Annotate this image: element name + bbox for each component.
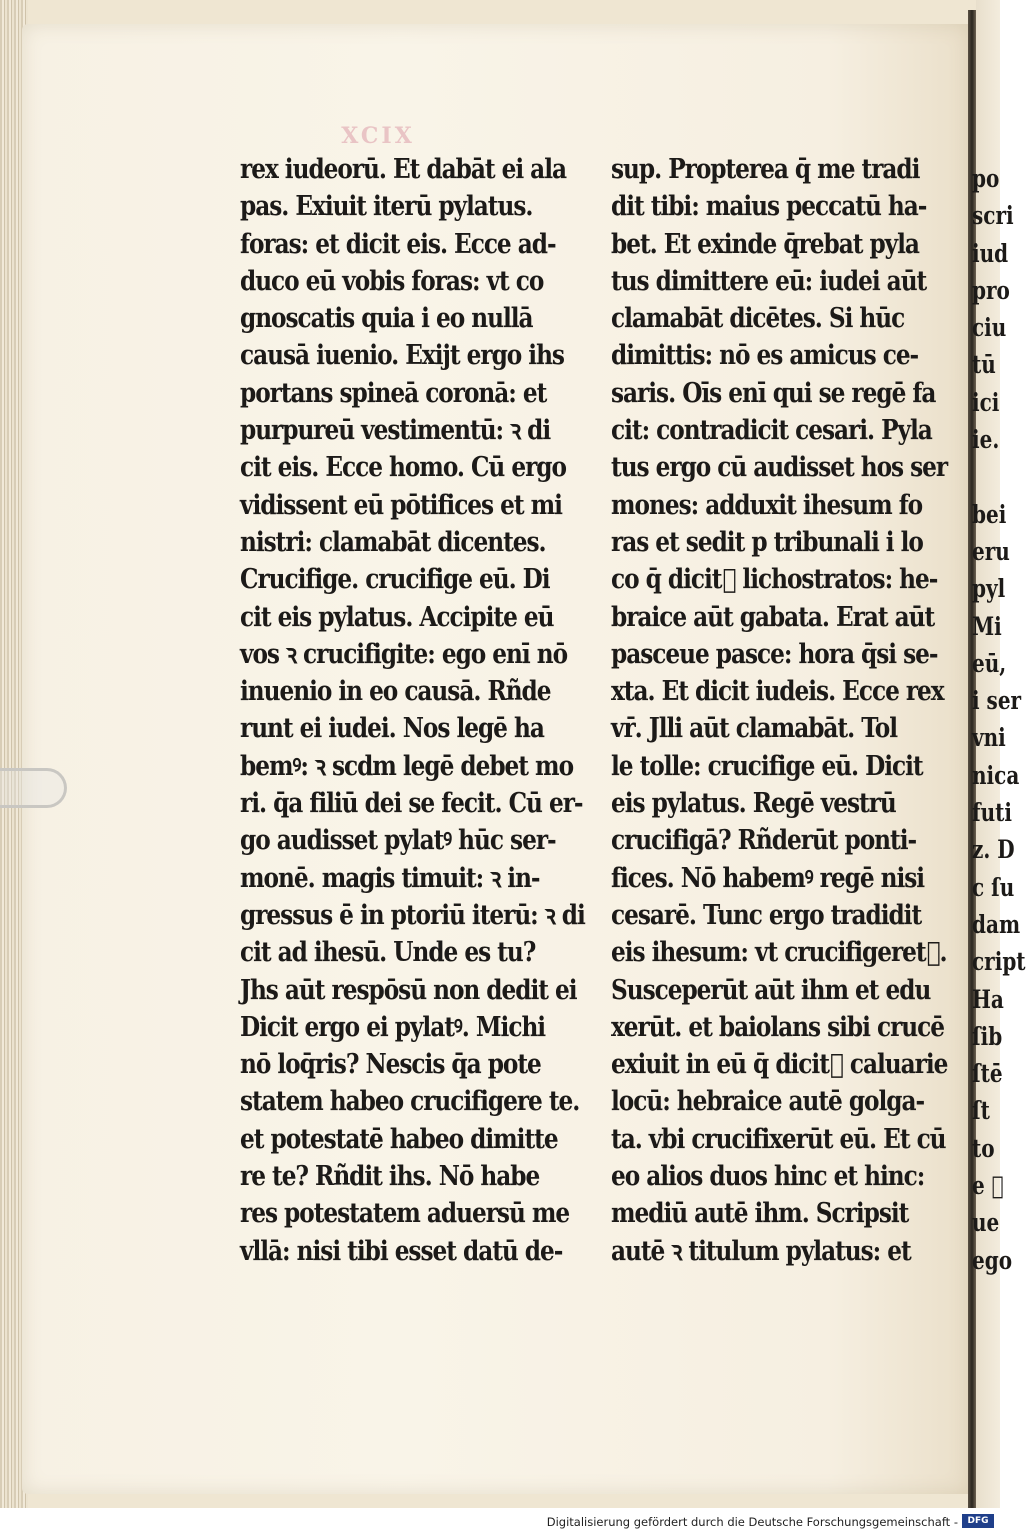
text-line: le tolle: crucifige eū. Dicit bbox=[611, 750, 923, 782]
text-line: vni bbox=[972, 723, 1006, 753]
text-line bbox=[972, 458, 1026, 495]
text-line: sup. Propterea q̄ me tradi bbox=[611, 154, 920, 185]
right-text-column bbox=[611, 151, 947, 1270]
text-line: ie. bbox=[972, 425, 1000, 455]
text-line: ras et sedit p tribunali i lo bbox=[611, 526, 923, 558]
text-line: ſib bbox=[972, 1021, 1003, 1051]
text-line: cit eis pylatus. Accipite eū bbox=[240, 601, 554, 633]
text-line: c ſu bbox=[972, 872, 1015, 902]
text-line: bet. Et exinde q̄rebat pyla bbox=[611, 228, 919, 260]
text-line: dit tibi: maius peccatū ha- bbox=[611, 191, 927, 223]
page-clip bbox=[0, 768, 67, 808]
text-line: pas. Exiuit iterū pylatus. bbox=[240, 191, 533, 223]
text-line: eis pylatus. Regē vestrū bbox=[611, 788, 896, 820]
text-line: tus ergo cū audisset hos ser bbox=[611, 452, 948, 484]
text-line: Jhs aūt respōsū non dedit ei bbox=[240, 974, 577, 1006]
text-line: portans spineā coronā: et bbox=[240, 377, 547, 409]
folio-number: XCIX bbox=[341, 123, 415, 149]
text-line: nica bbox=[972, 760, 1020, 790]
text-line: pyl bbox=[972, 574, 1006, 604]
text-line: ego bbox=[972, 1245, 1013, 1275]
text-line: mones: adduxit ihesum fo bbox=[611, 489, 923, 521]
text-line: ſtē bbox=[972, 1059, 1003, 1089]
text-line: statem habeo crucifigere te. bbox=[240, 1086, 580, 1118]
text-line: duco eū vobis foras: vt co bbox=[240, 265, 544, 297]
text-line: saris. Oīs enī qui se regē fa bbox=[611, 377, 936, 409]
text-line: xerūt. et baiolans sibi crucē bbox=[611, 1011, 944, 1043]
text-line: scri bbox=[972, 201, 1014, 231]
text-line: runt ei iudei. Nos legē ha bbox=[240, 713, 544, 745]
text-line: rex iudeorū. Et dabāt ei ala bbox=[240, 154, 566, 185]
text-line: pro bbox=[972, 275, 1010, 305]
text-line: ue bbox=[972, 1208, 1000, 1238]
text-line: crucifigā? Rñderūt ponti- bbox=[611, 825, 917, 857]
text-line: clamabāt dicētes. Si hūc bbox=[611, 303, 905, 335]
text-line: monē. magis timuit: ꝛ in- bbox=[240, 862, 540, 894]
text-line: vllā: nisi tibi esset datū de- bbox=[240, 1235, 563, 1267]
text-line: bemꝰ: ꝛ scdm legē debet mo bbox=[240, 750, 574, 782]
text-line: Mi bbox=[972, 611, 1002, 641]
text-line: cript bbox=[972, 947, 1026, 977]
text-line: eru bbox=[972, 536, 1010, 566]
text-line: purpureū vestimentū: ꝛ di bbox=[240, 415, 551, 447]
text-line: locū: hebraice autē golga- bbox=[611, 1086, 925, 1118]
text-line: vidissent eū pōtifices et mi bbox=[240, 489, 562, 521]
text-line: inuenio in eo causā. Rñde bbox=[240, 676, 551, 708]
text-line: iud bbox=[972, 238, 1009, 268]
dfg-logo: DFG bbox=[962, 1514, 994, 1528]
text-line: cesarē. Tunc ergo tradidit bbox=[611, 899, 922, 931]
text-line: xta. Et dicit iudeis. Ecce rex bbox=[611, 676, 944, 708]
text-line: Ha bbox=[972, 984, 1004, 1014]
facing-page-text-fragments bbox=[972, 160, 1026, 1279]
text-line: bei bbox=[972, 499, 1007, 529]
text-line: foras: et dicit eis. Ecce ad- bbox=[240, 228, 556, 260]
text-line: ici bbox=[972, 387, 1000, 417]
text-line: causā iuenio. Exijt ergo ihs bbox=[240, 340, 564, 372]
text-line: nistri: clamabāt dicentes. bbox=[240, 526, 546, 558]
text-line: et potestatē habeo dimitte bbox=[240, 1123, 558, 1155]
text-line: cit eis. Ecce homo. Cū ergo bbox=[240, 452, 566, 484]
text-line: gnoscatis quia i eo nullā bbox=[240, 303, 533, 335]
text-line: eis ihesum: vt crucifigeretᷣ. bbox=[611, 937, 947, 969]
text-line: po bbox=[972, 164, 1000, 193]
text-line: go audisset pylatꝰ hūc ser- bbox=[240, 825, 556, 857]
left-text-column bbox=[240, 151, 585, 1270]
text-line: gressus ē in ptoriū iterū: ꝛ di bbox=[240, 899, 585, 931]
funding-notice: Digitalisierung gefördert durch die Deutsche Forschungsgemeinschaft - bbox=[546, 1515, 958, 1529]
text-line: ſt bbox=[972, 1096, 990, 1126]
text-line: pasceue pasce: hora q̄si se- bbox=[611, 638, 938, 670]
text-line: dimittis: nō es amicus ce- bbox=[611, 340, 919, 372]
text-line: eo alios duos hinc et hinc: bbox=[611, 1161, 925, 1193]
text-line: ri. q̄a filiū dei se fecit. Cū er- bbox=[240, 788, 583, 820]
text-line: eū, bbox=[972, 648, 1007, 678]
text-line: to bbox=[972, 1133, 995, 1163]
text-line: z. D bbox=[972, 835, 1015, 865]
text-line: braice aūt gabata. Erat aūt bbox=[611, 601, 935, 633]
text-line: nō loq̄ris? Nescis q̄a pote bbox=[240, 1049, 541, 1081]
text-line: exiuit in eū q̄ dicitᷣ caluarie bbox=[611, 1049, 948, 1081]
text-line: dam bbox=[972, 909, 1021, 939]
text-line: i ser bbox=[972, 686, 1022, 716]
text-line: re te? Rñdit ihs. Nō habe bbox=[240, 1161, 540, 1193]
text-line: futi bbox=[972, 798, 1012, 828]
text-line: ta. vbi crucifixerūt eū. Et cū bbox=[611, 1123, 946, 1155]
text-line: res potestatem aduersū me bbox=[240, 1198, 570, 1230]
text-line: Dicit ergo ei pylatꝰ. Michi bbox=[240, 1011, 546, 1043]
text-line: Crucifige. crucifige eū. Di bbox=[240, 564, 550, 596]
text-line: ciu bbox=[972, 313, 1007, 343]
footer-bar bbox=[0, 1508, 1000, 1534]
text-line: fices. Nō habemꝰ regē nisi bbox=[611, 862, 925, 894]
text-line: tus dimittere eū: iudei aūt bbox=[611, 265, 927, 297]
text-line: Susceperūt aūt ihm et edu bbox=[611, 974, 931, 1006]
text-line: tū bbox=[972, 350, 996, 380]
text-line: mediū autē ihm. Scripsit bbox=[611, 1198, 909, 1230]
text-line: cit ad ihesū. Unde es tu? bbox=[240, 937, 536, 969]
text-line: cit: contradicit cesari. Pyla bbox=[611, 415, 932, 447]
text-line: vos ꝛ crucifigite: ego enī nō bbox=[240, 638, 568, 670]
text-line: co q̄ dicitᷣ lichostratos: he- bbox=[611, 564, 938, 596]
text-line: vr̄. Jlli aūt clamabāt. Tol bbox=[611, 713, 898, 745]
text-line: e ᷣ bbox=[972, 1171, 1004, 1201]
text-line: autē ꝛ titulum pylatus: et bbox=[611, 1235, 911, 1267]
